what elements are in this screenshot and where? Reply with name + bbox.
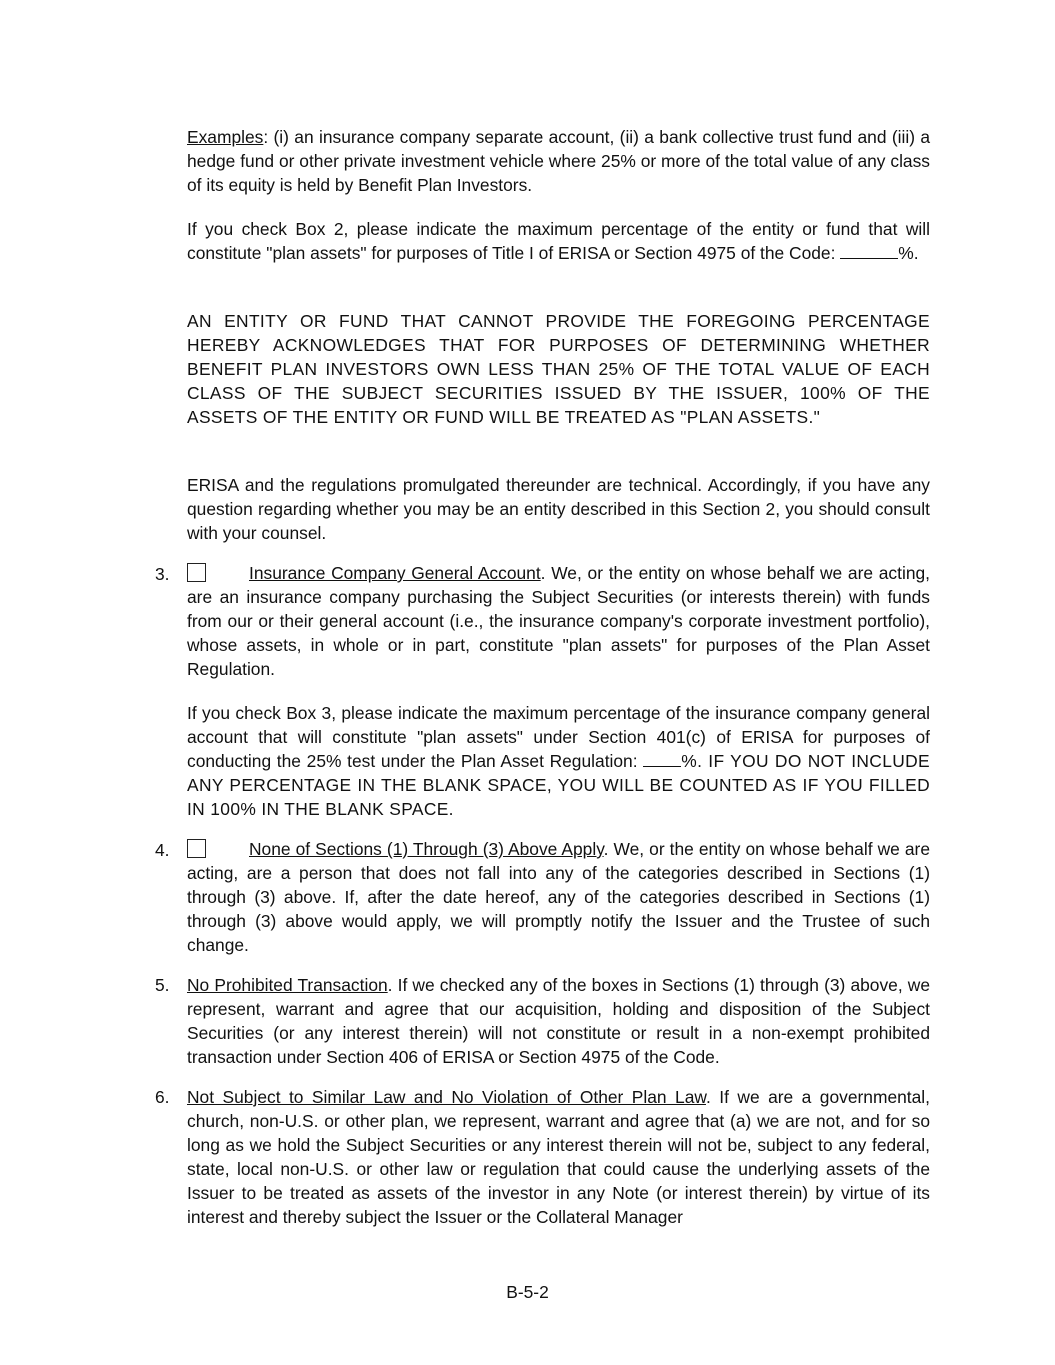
item5-title: No Prohibited Transaction [187, 975, 388, 995]
examples-label: Examples [187, 127, 264, 147]
item6-text: . If we are a governmental, church, non-U.S. or other plan, we represent, warrant and agree that (a) we are not, and for so long as we hold the Subject Securities or any interest therein will not be, subject to any federal, state, local non-U.S. or other law or regulation that could cause the underlying assets of the Issuer to be treated as assets of the investor in any Note (or interest therein) by virtue of its interest and thereby subject the Issuer or the Collateral Manager [187, 1087, 930, 1227]
box2-percentage-paragraph [187, 217, 930, 265]
warning-paragraph: AN ENTITY OR FUND THAT CANNOT PROVIDE THE FOREGOING PERCENTAGE HEREBY ACKNOWLEDGES THAT FOR PURPOSES OF DETERMINING WHETHER BENEFIT PLAN INVESTORS OWN LESS THAN 25% OF THE TOTAL VALUE OF EACH CLASS OF THE SUBJECT SECURITIES ISSUED BY THE ISSUER, 100% OF THE ASSETS OF THE ENTITY OR FUND WILL BE TREATED AS "PLAN ASSETS." [187, 311, 930, 427]
item3-followup-suffix: %. IF YOU DO NOT INCLUDE ANY PERCENTAGE IN THE BLANK SPACE, YOU WILL BE COUNTED AS IF YOU FILLED IN 100% IN THE BLANK SPACE. [187, 751, 931, 819]
item3-followup-paragraph [187, 701, 930, 821]
item3-percentage-blank[interactable] [643, 749, 681, 767]
erisa-note-paragraph: ERISA and the regulations promulgated thereunder are technical. Accordingly, if you have any question regarding whether you may be an entity described in this Section 2, you should consult with your counsel. [187, 475, 930, 543]
item3-text: . We, or the entity on whose behalf we are acting, are an insurance company purchasing the Subject Securities (or interests therein) with funds from our or their general account (i.e., the insurance company's corporate investment portfolio), whose assets, in whole or in part, constitute "plan assets" for purposes of the Plan Asset Regulation. [187, 563, 930, 679]
examples-paragraph [187, 125, 930, 197]
item6-paragraph [187, 1085, 930, 1229]
item3-paragraph [187, 561, 930, 681]
box2-percentage-suffix: %. [898, 243, 919, 263]
item6-title: Not Subject to Similar Law and No Violation of Other Plan Law [187, 1087, 706, 1107]
item6-number: 6. [155, 1087, 170, 1107]
item4-paragraph [187, 837, 930, 957]
item3-followup-text: If you check Box 3, please indicate the maximum percentage of the insurance company general account that will constitute "plan assets" under Section 401(c) of ERISA for purposes of conducting the 25% test under the Plan Asset Regulation: [187, 703, 930, 771]
box2-percentage-blank[interactable] [840, 241, 898, 259]
page-number-footer: B-5-2 [506, 1282, 549, 1302]
box2-percentage-text: If you check Box 2, please indicate the maximum percentage of the entity or fund that will constitute "plan assets" for purposes of Title I of ERISA or Section 4975 of the Code: [187, 219, 930, 263]
examples-text: : (i) an insurance company separate account, (ii) a bank collective trust fund and (iii) a hedge fund or other private investment vehicle where 25% or more of the total value of any class of its equity is held by Benefit Plan Investors. [187, 127, 930, 195]
item3-title: Insurance Company General Account [249, 563, 541, 583]
item5-text: . If we checked any of the boxes in Sections (1) through (3) above, we represent, warrant and agree that our acquisition, holding and disposition of the Subject Securities (or any interest therein) will not constitute or result in a non-exempt prohibited transaction under Section 406 of ERISA or Section 4975 of the Code. [187, 975, 930, 1067]
item4-title: None of Sections (1) Through (3) Above Apply [249, 839, 604, 859]
item4-number: 4. [155, 840, 170, 860]
item3-number: 3. [155, 564, 170, 584]
item4-text: . We, or the entity on whose behalf we are acting, are a person that does not fall into any of the categories described in Sections (1) through (3) above. If, after the date hereof, any of the categories described in Sections (1) through (3) above would apply, we will promptly notify the Issuer and the Trustee of such change. [187, 839, 930, 955]
item5-paragraph [187, 973, 930, 1069]
item5-number: 5. [155, 975, 170, 995]
